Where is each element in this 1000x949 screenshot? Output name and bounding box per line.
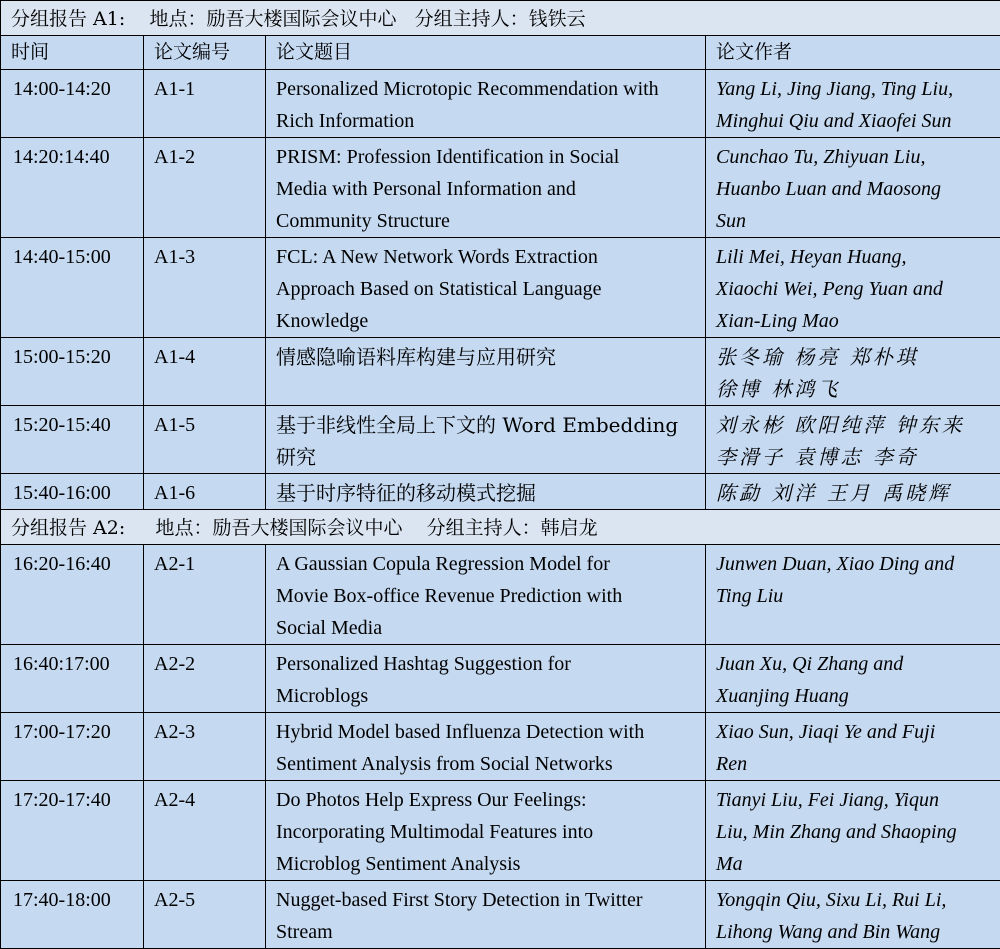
authors-line: 徐博 林鸿飞 [716, 373, 992, 405]
title-line: Stream [276, 916, 695, 948]
row-time: 15:20-15:40 [1, 406, 144, 474]
table-row [1, 138, 1000, 238]
row-time: 17:40-18:00 [1, 881, 144, 949]
col-header-time: 时间 [1, 36, 144, 70]
session-a1-info [1, 1, 1000, 36]
title-line: 研究 [276, 441, 695, 473]
table-row [1, 645, 1000, 713]
authors-line: 陈勐 刘洋 王月 禹晓辉 [716, 477, 992, 509]
authors-line: Juan Xu, Qi Zhang and [716, 648, 992, 680]
row-authors [706, 645, 1000, 713]
title-line: PRISM: Profession Identification in Social [276, 141, 695, 173]
row-time: 14:40-15:00 [1, 238, 144, 338]
col-header-authors: 论文作者 [706, 36, 1000, 70]
title-line: 基于时序特征的移动模式挖掘 [276, 477, 695, 509]
row-time: 14:20:14:40 [1, 138, 144, 238]
title-line: Incorporating Multimodal Features into [276, 816, 695, 848]
session-a1-header [1, 1, 1000, 36]
authors-line: Xiao Sun, Jiaqi Ye and Fuji [716, 716, 992, 748]
row-title [266, 545, 706, 645]
authors-line: 刘永彬 欧阳纯萍 钟东来 [716, 409, 992, 441]
row-time: 16:20-16:40 [1, 545, 144, 645]
session-a2-location: 地点：励吾大楼国际会议中心 [155, 517, 402, 539]
authors-line: Sun [716, 205, 992, 237]
authors-line: 张冬瑜 杨亮 郑朴琪 [716, 341, 992, 373]
session-a2-label: 分组报告 A2: [11, 517, 125, 539]
row-authors [706, 338, 1000, 406]
authors-line: Ren [716, 748, 992, 780]
row-authors [706, 138, 1000, 238]
authors-line: Xian-Ling Mao [716, 305, 992, 337]
authors-line: Minghui Qiu and Xiaofei Sun [716, 105, 992, 137]
title-line: 基于非线性全局上下文的 Word Embedding [276, 409, 695, 441]
row-title [266, 645, 706, 713]
title-line: Approach Based on Statistical Language [276, 273, 695, 305]
authors-line: Ting Liu [716, 580, 992, 612]
title-line: Sentiment Analysis from Social Networks [276, 748, 695, 780]
row-paper-id: A1-4 [144, 338, 266, 406]
table-row [1, 238, 1000, 338]
row-time: 15:00-15:20 [1, 338, 144, 406]
row-time: 15:40-16:00 [1, 474, 144, 510]
title-line: Movie Box-office Revenue Prediction with [276, 580, 695, 612]
title-line: Nugget-based First Story Detection in Twitter [276, 884, 695, 916]
row-time: 16:40:17:00 [1, 645, 144, 713]
title-line: 情感隐喻语料库构建与应用研究 [276, 341, 695, 373]
row-paper-id: A1-1 [144, 70, 266, 138]
table-row [1, 406, 1000, 474]
row-title [266, 338, 706, 406]
title-line: Personalized Hashtag Suggestion for [276, 648, 695, 680]
row-title [266, 70, 706, 138]
column-header-row [1, 36, 1000, 70]
authors-line: Yongqin Qiu, Sixu Li, Rui Li, [716, 884, 992, 916]
row-authors [706, 406, 1000, 474]
table-row [1, 781, 1000, 881]
title-line: FCL: A New Network Words Extraction [276, 241, 695, 273]
row-title [266, 138, 706, 238]
col-header-id: 论文编号 [144, 36, 266, 70]
title-line: Personalized Microtopic Recommendation with [276, 73, 695, 105]
row-authors [706, 713, 1000, 781]
session-a2-host: 分组主持人：韩启龙 [427, 517, 598, 539]
title-line: Community Structure [276, 205, 695, 237]
row-paper-id: A2-4 [144, 781, 266, 881]
row-time: 14:00-14:20 [1, 70, 144, 138]
row-paper-id: A2-3 [144, 713, 266, 781]
title-line: Do Photos Help Express Our Feelings: [276, 784, 695, 816]
title-line: Knowledge [276, 305, 695, 337]
row-time: 17:00-17:20 [1, 713, 144, 781]
authors-line: Liu, Min Zhang and Shaoping [716, 816, 992, 848]
row-paper-id: A1-3 [144, 238, 266, 338]
authors-line: Xuanjing Huang [716, 680, 992, 712]
row-paper-id: A2-1 [144, 545, 266, 645]
session-a1-location: 地点：励吾大楼国际会议中心 [149, 8, 396, 30]
row-authors [706, 545, 1000, 645]
row-paper-id: A1-2 [144, 138, 266, 238]
row-paper-id: A1-6 [144, 474, 266, 510]
row-authors [706, 238, 1000, 338]
authors-line: Cunchao Tu, Zhiyuan Liu, [716, 141, 992, 173]
title-line: Rich Information [276, 105, 695, 137]
authors-line: Xiaochi Wei, Peng Yuan and [716, 273, 992, 305]
row-title [266, 474, 706, 510]
row-paper-id: A1-5 [144, 406, 266, 474]
title-line: Hybrid Model based Influenza Detection with [276, 716, 695, 748]
row-authors [706, 70, 1000, 138]
row-title [266, 881, 706, 949]
title-line: Media with Personal Information and [276, 173, 695, 205]
authors-line: Lihong Wang and Bin Wang [716, 916, 992, 948]
title-line: Social Media [276, 612, 695, 644]
table-row [1, 881, 1000, 949]
row-title [266, 238, 706, 338]
row-title [266, 713, 706, 781]
table-row [1, 474, 1000, 510]
table-row [1, 545, 1000, 645]
title-line: A Gaussian Copula Regression Model for [276, 548, 695, 580]
row-authors [706, 474, 1000, 510]
table-row [1, 338, 1000, 406]
row-paper-id: A2-5 [144, 881, 266, 949]
row-paper-id: A2-2 [144, 645, 266, 713]
title-line: Microblogs [276, 680, 695, 712]
authors-line: Junwen Duan, Xiao Ding and [716, 548, 992, 580]
authors-line: Tianyi Liu, Fei Jiang, Yiqun [716, 784, 992, 816]
title-line: Microblog Sentiment Analysis [276, 848, 695, 880]
session-a1-label: 分组报告 A1: [11, 8, 125, 30]
row-time: 17:20-17:40 [1, 781, 144, 881]
authors-line: Ma [716, 848, 992, 880]
authors-line: 李滑子 袁博志 李奇 [716, 441, 992, 473]
row-authors [706, 881, 1000, 949]
col-header-title: 论文题目 [266, 36, 706, 70]
table-row [1, 70, 1000, 138]
session-a2-info [1, 510, 1000, 545]
row-authors [706, 781, 1000, 881]
table-row [1, 713, 1000, 781]
row-title [266, 406, 706, 474]
authors-line: Huanbo Luan and Maosong [716, 173, 992, 205]
row-title [266, 781, 706, 881]
session-a1-host: 分组主持人：钱铁云 [415, 8, 586, 30]
authors-line: Yang Li, Jing Jiang, Ting Liu, [716, 73, 992, 105]
authors-line: Lili Mei, Heyan Huang, [716, 241, 992, 273]
session-a2-header [1, 510, 1000, 545]
